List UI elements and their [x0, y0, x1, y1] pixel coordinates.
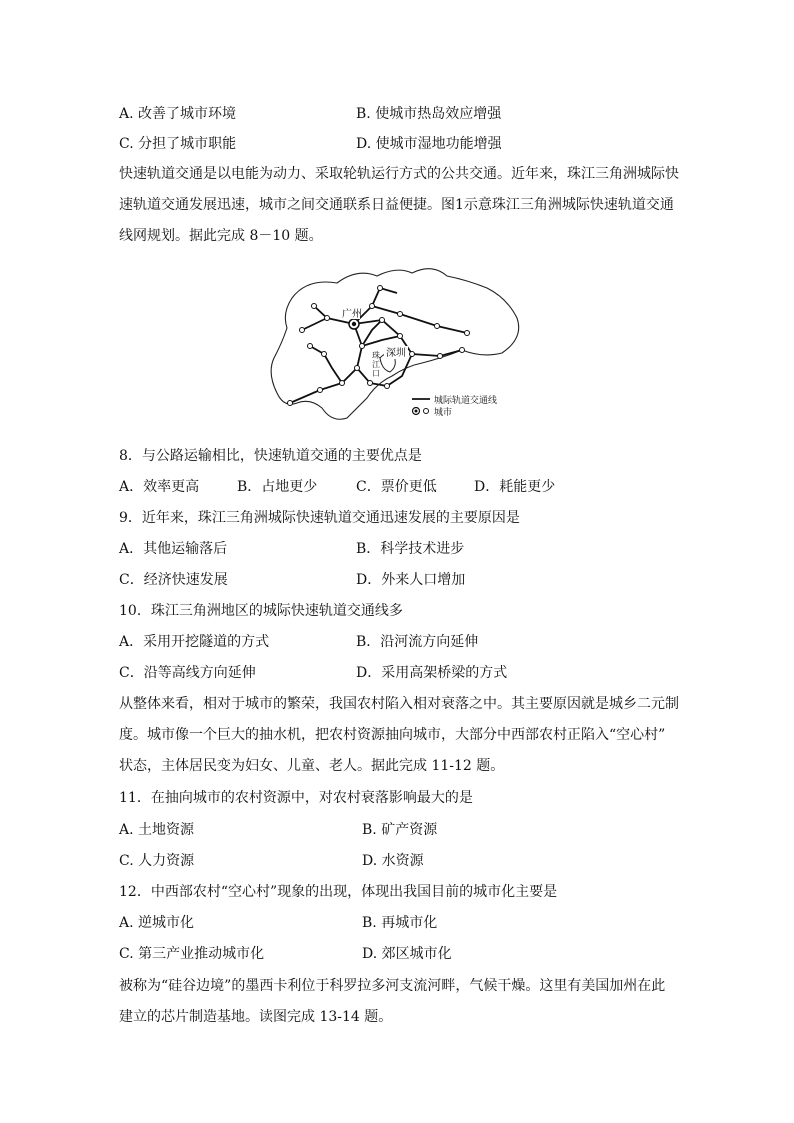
label-zhujiangkou-1: 珠 [372, 351, 380, 360]
q12-option-a: A. 逆城市化 [119, 915, 195, 931]
q12-option-b: B. 再城市化 [362, 915, 438, 931]
q11-option-d: D. 水资源 [362, 853, 424, 869]
label-shenzhen: 深圳 [386, 348, 406, 359]
intro-rail-line-3: 线网规划。据此完成 8－10 题。 [119, 228, 323, 244]
q8-option-b: B．占地更少 [237, 479, 318, 495]
intro-mexicali-line-1: 被称为“硅谷边境”的墨西卡利位于科罗拉多河支流河畔，气候干燥。这里有美国加州在此 [119, 978, 666, 994]
q10-option-d: D．采用高架桥梁的方式 [356, 665, 508, 681]
guangzhou-marker [349, 319, 359, 329]
q11-option-a: A. 土地资源 [119, 822, 195, 838]
city-markers [288, 286, 470, 406]
q9-option-c: C．经济快速发展 [119, 572, 228, 588]
intro-rail-line-1: 快速轨道交通是以电能为动力、采取轮轨运行方式的公共交通。近年来，珠江三角洲城际快 [119, 166, 679, 182]
intro-village-line-1: 从整体来看，相对于城市的繁荣，我国农村陷入相对衰落之中。其主要原因就是城乡二元制 [119, 696, 679, 712]
q8-option-a: A．效率更高 [119, 479, 200, 495]
q10-option-a: A．采用开挖隧道的方式 [119, 634, 270, 650]
q10-stem: 10．珠江三角洲地区的城际快速轨道交通线多 [119, 603, 403, 619]
legend-line-label: 城际轨道交通线 [434, 396, 498, 406]
q11-option-c: C. 人力资源 [119, 853, 195, 869]
q12-stem: 12．中西部农村“空心村”现象的出现，体现出我国目前的城市化主要是 [119, 884, 558, 900]
q10-option-b: B．沿河流方向延伸 [356, 634, 479, 650]
q8-option-c: C．票价更低 [356, 479, 437, 495]
label-zhujiangkou-2: 江 [372, 360, 380, 369]
legend-city-label: 城市 [434, 408, 453, 418]
intro-mexicali-line-2: 建立的芯片制造基地。读图完成 13-14 题。 [119, 1009, 393, 1025]
q9-option-d: D．外来人口增加 [356, 572, 466, 588]
label-zhujiangkou-3: 口 [372, 369, 380, 378]
q12-option-c: C. 第三产业推动城市化 [119, 946, 265, 962]
q11-stem: 11．在抽向城市的农村资源中，对农村衰落影响最大的是 [119, 790, 473, 806]
label-guangzhou: 广州 [342, 309, 362, 320]
q12-option-d: D. 郊区城市化 [362, 946, 452, 962]
q9-option-a: A．其他运输落后 [119, 541, 228, 557]
q8-option-d: D．耗能更少 [474, 479, 556, 495]
q7-option-c: C. 分担了城市职能 [119, 136, 237, 152]
q9-option-b: B．科学技术进步 [356, 541, 465, 557]
q7-option-b: B. 使城市热岛效应增强 [356, 106, 502, 122]
intro-village-line-2: 度。城市像一个巨大的抽水机，把农村资源抽向城市，大部分中西部农村正陷入“空心村” [119, 727, 666, 743]
q9-stem: 9．近年来，珠江三角洲城际快速轨道交通迅速发展的主要原因是 [119, 510, 520, 526]
intro-village-line-3: 状态，主体居民变为妇女、儿童、老人。据此完成 11-12 题。 [119, 758, 505, 774]
q7-option-a: A. 改善了城市环境 [119, 106, 237, 122]
intro-rail-line-2: 速轨道交通发展迅速，城市之间交通联系日益便捷。图1示意珠江三角洲城际快速轨道交通 [119, 197, 674, 213]
q11-option-b: B. 矿产资源 [362, 822, 438, 838]
q7-option-d: D. 使城市湿地功能增强 [356, 136, 502, 152]
legend-city-minor-icon [424, 409, 429, 414]
q8-stem: 8．与公路运输相比，快速轨道交通的主要优点是 [119, 448, 422, 464]
prd-rail-map [262, 258, 532, 426]
q10-option-c: C．沿等高线方向延伸 [119, 665, 256, 681]
